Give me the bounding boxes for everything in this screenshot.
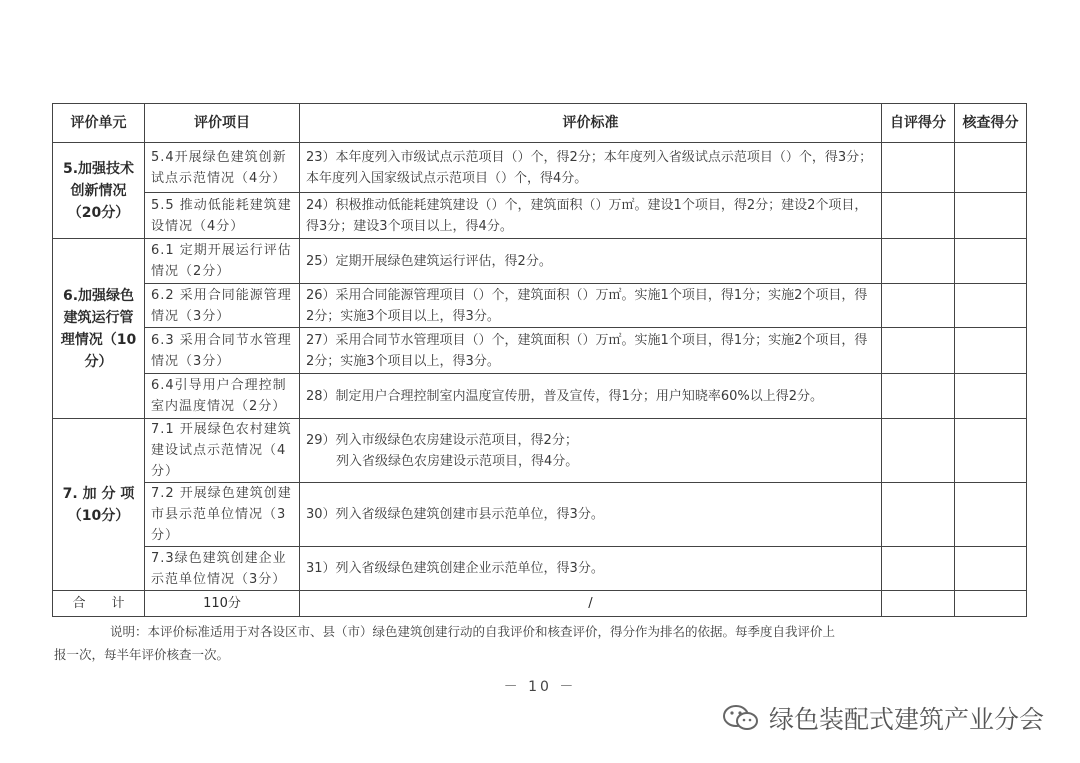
header-cell: 评价项目 — [145, 104, 300, 143]
criteria-cell: 27）采用合同节水管理项目（）个，建筑面积（）万㎡。实施1个项目，得1分；实施2个项目，得2分；实施3个项目以上，得3分。 — [300, 328, 882, 374]
header-cell: 评价标准 — [300, 104, 882, 143]
self-score-cell[interactable] — [882, 374, 955, 419]
total-value: 110分 — [145, 591, 300, 617]
page-number: － 10 － — [503, 679, 577, 695]
header-cell: 自评得分 — [882, 104, 955, 143]
self-score-cell[interactable] — [882, 419, 955, 483]
check-score-cell[interactable] — [955, 193, 1027, 239]
check-score-cell[interactable] — [955, 591, 1027, 617]
total-row — [53, 591, 1027, 617]
item-cell: 6.2 采用合同能源管理情况（3分） — [145, 284, 300, 328]
table-row — [53, 328, 1027, 374]
evaluation-table — [52, 103, 1027, 617]
criteria-cell: 23）本年度列入市级试点示范项目（）个，得2分；本年度列入省级试点示范项目（）个，得3分；本年度列入国家级试点示范项目（）个，得4分。 — [300, 143, 882, 193]
self-score-cell[interactable] — [882, 547, 955, 591]
table-row — [53, 483, 1027, 547]
criteria-cell: 26）采用合同能源管理项目（）个，建筑面积（）万㎡。实施1个项目，得1分；实施2个项目，得2分；实施3个项目以上，得3分。 — [300, 284, 882, 328]
self-score-cell[interactable] — [882, 143, 955, 193]
criteria-line: 29）列入市级绿色农房建设示范项目，得2分； — [306, 432, 578, 448]
table-row — [53, 419, 1027, 483]
table-row — [53, 143, 1027, 193]
check-score-cell[interactable] — [955, 284, 1027, 328]
item-cell: 6.3 采用合同节水管理情况（3分） — [145, 328, 300, 374]
self-score-cell[interactable] — [882, 239, 955, 284]
criteria-cell: 31）列入省级绿色建筑创建企业示范单位，得3分。 — [300, 547, 882, 591]
item-cell: 5.5 推动低能耗建筑建设情况（4分） — [145, 193, 300, 239]
criteria-cell — [300, 419, 882, 483]
table-row — [53, 239, 1027, 284]
item-cell: 7.2 开展绿色建筑创建市县示范单位情况（3分） — [145, 483, 300, 547]
table-row — [53, 193, 1027, 239]
explanation-note — [54, 620, 1017, 666]
item-cell: 6.4引导用户合理控制室内温度情况（2分） — [145, 374, 300, 419]
header-cell: 评价单元 — [53, 104, 145, 143]
item-cell: 5.4开展绿色建筑创新试点示范情况（4分） — [145, 143, 300, 193]
item-cell: 6.1 定期开展运行评估情况（2分） — [145, 239, 300, 284]
note-line-2: 报一次，每半年评价核查一次。 — [54, 647, 230, 662]
table-row — [53, 547, 1027, 591]
watermark — [721, 700, 1044, 736]
header-cell: 核查得分 — [955, 104, 1027, 143]
criteria-cell: 28）制定用户合理控制室内温度宣传册，普及宣传，得1分；用户知晓率60%以上得2分。 — [300, 374, 882, 419]
criteria-line: 列入省级绿色农房建设示范项目，得4分。 — [336, 453, 579, 469]
check-score-cell[interactable] — [955, 483, 1027, 547]
check-score-cell[interactable] — [955, 419, 1027, 483]
total-label: 合 计 — [53, 591, 145, 617]
item-cell: 7.1 开展绿色农村建筑建设试点示范情况（4分） — [145, 419, 300, 483]
check-score-cell[interactable] — [955, 374, 1027, 419]
check-score-cell[interactable] — [955, 547, 1027, 591]
unit-cell: 5.加强技术创新情况（20分） — [53, 143, 145, 239]
check-score-cell[interactable] — [955, 328, 1027, 374]
check-score-cell[interactable] — [955, 143, 1027, 193]
unit-cell: 7. 加 分 项（10分） — [53, 419, 145, 591]
total-criteria: / — [300, 591, 882, 617]
item-cell: 7.3绿色建筑创建企业示范单位情况（3分） — [145, 547, 300, 591]
wechat-icon — [721, 703, 761, 733]
self-score-cell[interactable] — [882, 284, 955, 328]
criteria-cell: 24）积极推动低能耗建筑建设（）个，建筑面积（）万㎡。建设1个项目，得2分；建设2个项目，得3分；建设3个项目以上，得4分。 — [300, 193, 882, 239]
self-score-cell[interactable] — [882, 483, 955, 547]
table-row — [53, 284, 1027, 328]
self-score-cell[interactable] — [882, 591, 955, 617]
note-line-1: 说明：本评价标准适用于对各设区市、县（市）绿色建筑创建行动的自我评价和核查评价，得分作为排名的依据。每季度自我评价上 — [110, 624, 836, 639]
watermark-text: 绿色装配式建筑产业分会 — [768, 705, 1044, 734]
criteria-cell: 30）列入省级绿色建筑创建市县示范单位，得3分。 — [300, 483, 882, 547]
self-score-cell[interactable] — [882, 328, 955, 374]
self-score-cell[interactable] — [882, 193, 955, 239]
table-header-row — [53, 104, 1027, 143]
unit-cell: 6.加强绿色建筑运行管理情况（10分） — [53, 239, 145, 419]
criteria-cell: 25）定期开展绿色建筑运行评估，得2分。 — [300, 239, 882, 284]
check-score-cell[interactable] — [955, 239, 1027, 284]
table-row — [53, 374, 1027, 419]
